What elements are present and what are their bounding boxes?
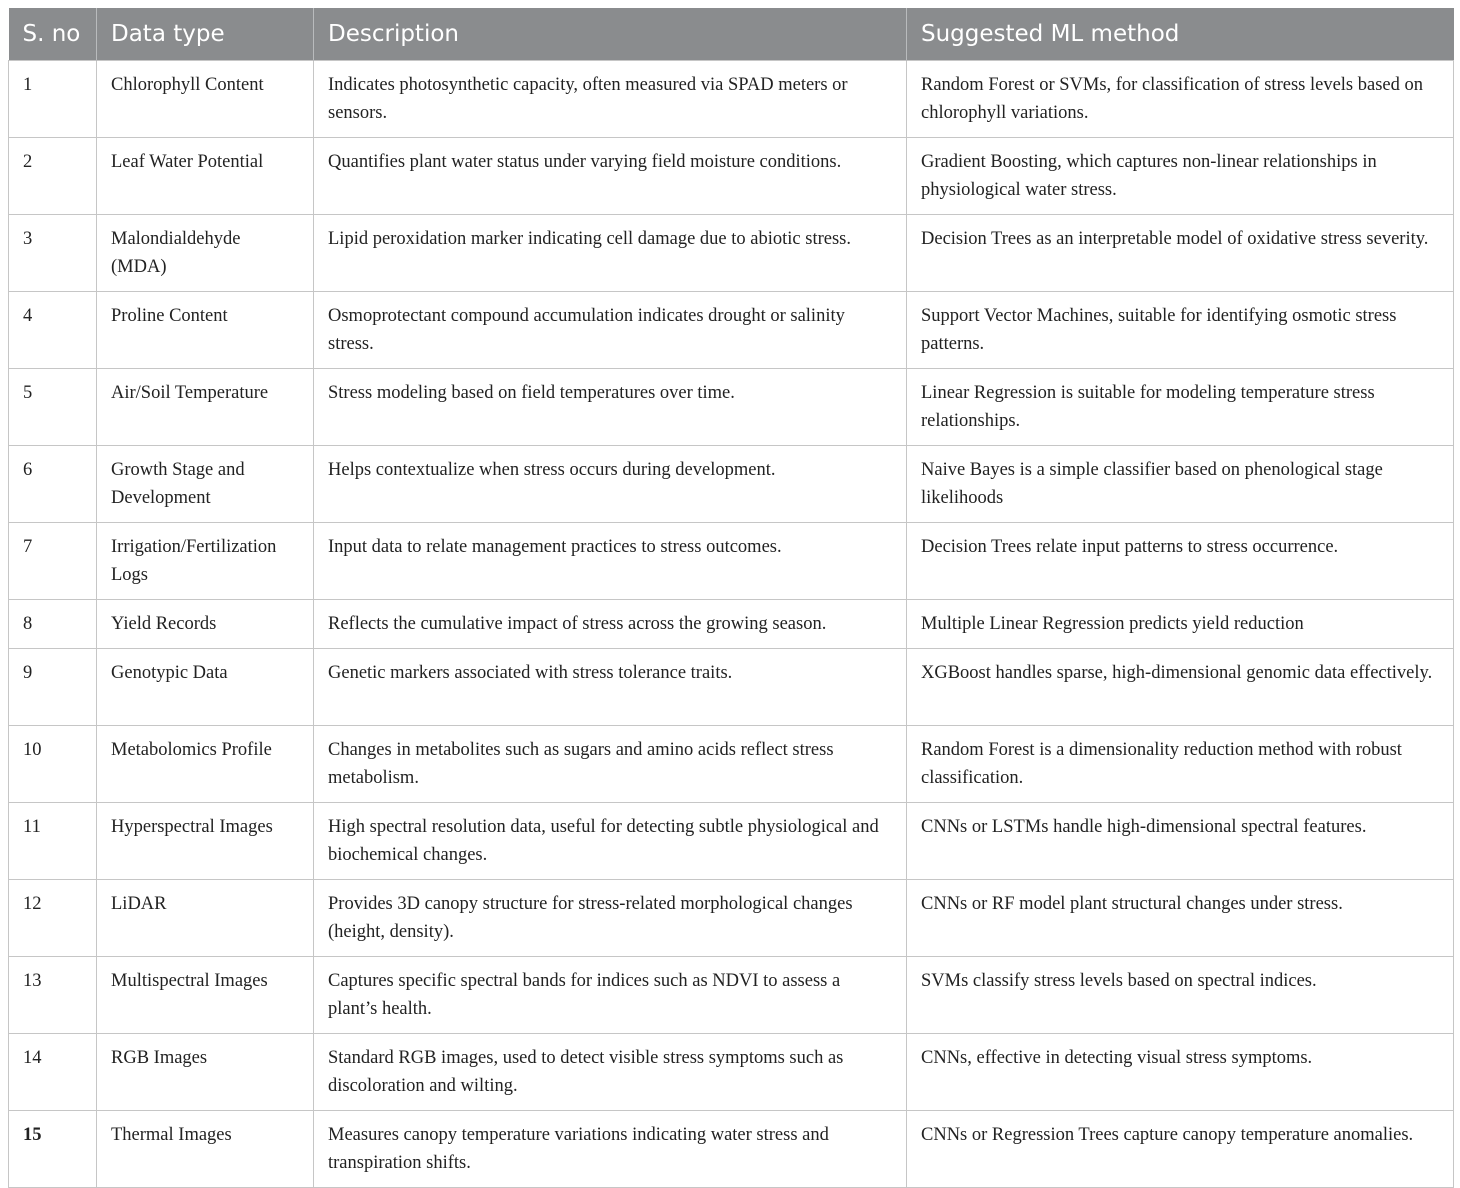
cell-method: Decision Trees relate input patterns to stress occurrence. [907, 523, 1454, 600]
cell-description: Stress modeling based on field temperatures over time. [314, 369, 907, 446]
cell-data-type: Chlorophyll Content [97, 61, 314, 138]
cell-method: Linear Regression is suitable for modeling temperature stress relationships. [907, 369, 1454, 446]
cell-sno: 12 [9, 880, 97, 957]
cell-sno: 11 [9, 803, 97, 880]
cell-description: Measures canopy temperature variations indicating water stress and transpiration shifts. [314, 1111, 907, 1188]
cell-sno: 15 [9, 1111, 97, 1188]
cell-description: Indicates photosynthetic capacity, often measured via SPAD meters or sensors. [314, 61, 907, 138]
cell-data-type: Multispectral Images [97, 957, 314, 1034]
cell-description: Changes in metabolites such as sugars and amino acids reflect stress metabolism. [314, 726, 907, 803]
cell-data-type: Proline Content [97, 292, 314, 369]
cell-description: Lipid peroxidation marker indicating cell damage due to abiotic stress. [314, 215, 907, 292]
header-sno: S. no [9, 8, 97, 61]
cell-data-type: Metabolomics Profile [97, 726, 314, 803]
cell-data-type: Thermal Images [97, 1111, 314, 1188]
cell-description: Provides 3D canopy structure for stress-related morphological changes (height, density). [314, 880, 907, 957]
table-row [9, 523, 1454, 600]
table-row [9, 957, 1454, 1034]
cell-sno: 13 [9, 957, 97, 1034]
cell-method: CNNs or LSTMs handle high-dimensional spectral features. [907, 803, 1454, 880]
cell-method: XGBoost handles sparse, high-dimensional genomic data effectively. [907, 649, 1454, 726]
cell-sno: 9 [9, 649, 97, 726]
cell-data-type: RGB Images [97, 1034, 314, 1111]
cell-method: CNNs or RF model plant structural changes under stress. [907, 880, 1454, 957]
cell-data-type: Malondialdehyde (MDA) [97, 215, 314, 292]
cell-method: CNNs or Regression Trees capture canopy temperature anomalies. [907, 1111, 1454, 1188]
cell-sno: 3 [9, 215, 97, 292]
table-header [9, 8, 1454, 61]
cell-description: Genetic markers associated with stress tolerance traits. [314, 649, 907, 726]
table-row [9, 649, 1454, 726]
table-row [9, 803, 1454, 880]
cell-method: Random Forest or SVMs, for classification of stress levels based on chlorophyll variations. [907, 61, 1454, 138]
cell-description: Captures specific spectral bands for indices such as NDVI to assess a plant’s health. [314, 957, 907, 1034]
header-data-type: Data type [97, 8, 314, 61]
table-row [9, 61, 1454, 138]
cell-sno: 7 [9, 523, 97, 600]
cell-data-type: Irrigation/Fertilization Logs [97, 523, 314, 600]
cell-data-type: LiDAR [97, 880, 314, 957]
cell-data-type: Air/Soil Temperature [97, 369, 314, 446]
cell-method: Random Forest is a dimensionality reduction method with robust classification. [907, 726, 1454, 803]
header-description: Description [314, 8, 907, 61]
cell-description: High spectral resolution data, useful for detecting subtle physiological and biochemical changes. [314, 803, 907, 880]
table-row [9, 138, 1454, 215]
table-row [9, 600, 1454, 649]
cell-method: Naive Bayes is a simple classifier based on phenological stage likelihoods [907, 446, 1454, 523]
cell-description: Input data to relate management practices to stress outcomes. [314, 523, 907, 600]
cell-description: Osmoprotectant compound accumulation indicates drought or salinity stress. [314, 292, 907, 369]
cell-sno: 1 [9, 61, 97, 138]
table-body [9, 61, 1454, 1188]
cell-description: Quantifies plant water status under varying field moisture conditions. [314, 138, 907, 215]
cell-method: CNNs, effective in detecting visual stress symptoms. [907, 1034, 1454, 1111]
header-method: Suggested ML method [907, 8, 1454, 61]
cell-sno: 2 [9, 138, 97, 215]
cell-description: Standard RGB images, used to detect visible stress symptoms such as discoloration and wilting. [314, 1034, 907, 1111]
cell-description: Reflects the cumulative impact of stress across the growing season. [314, 600, 907, 649]
table-row [9, 1111, 1454, 1188]
table-row [9, 726, 1454, 803]
table-row [9, 446, 1454, 523]
cell-sno: 10 [9, 726, 97, 803]
cell-method: SVMs classify stress levels based on spectral indices. [907, 957, 1454, 1034]
cell-method: Decision Trees as an interpretable model of oxidative stress severity. [907, 215, 1454, 292]
header-row [9, 8, 1454, 61]
table-row [9, 880, 1454, 957]
cell-description: Helps contextualize when stress occurs during development. [314, 446, 907, 523]
cell-sno: 5 [9, 369, 97, 446]
cell-sno: 6 [9, 446, 97, 523]
cell-data-type: Leaf Water Potential [97, 138, 314, 215]
table-row [9, 292, 1454, 369]
cell-data-type: Hyperspectral Images [97, 803, 314, 880]
table-row [9, 1034, 1454, 1111]
cell-data-type: Yield Records [97, 600, 314, 649]
ml-methods-table-wrapper [8, 8, 1453, 1188]
table-row [9, 369, 1454, 446]
cell-data-type: Growth Stage and Development [97, 446, 314, 523]
ml-methods-table [8, 8, 1454, 1188]
cell-method: Support Vector Machines, suitable for identifying osmotic stress patterns. [907, 292, 1454, 369]
cell-sno: 4 [9, 292, 97, 369]
table-row [9, 215, 1454, 292]
cell-method: Multiple Linear Regression predicts yield reduction [907, 600, 1454, 649]
cell-sno: 14 [9, 1034, 97, 1111]
cell-sno: 8 [9, 600, 97, 649]
cell-method: Gradient Boosting, which captures non-linear relationships in physiological water stress. [907, 138, 1454, 215]
cell-data-type: Genotypic Data [97, 649, 314, 726]
